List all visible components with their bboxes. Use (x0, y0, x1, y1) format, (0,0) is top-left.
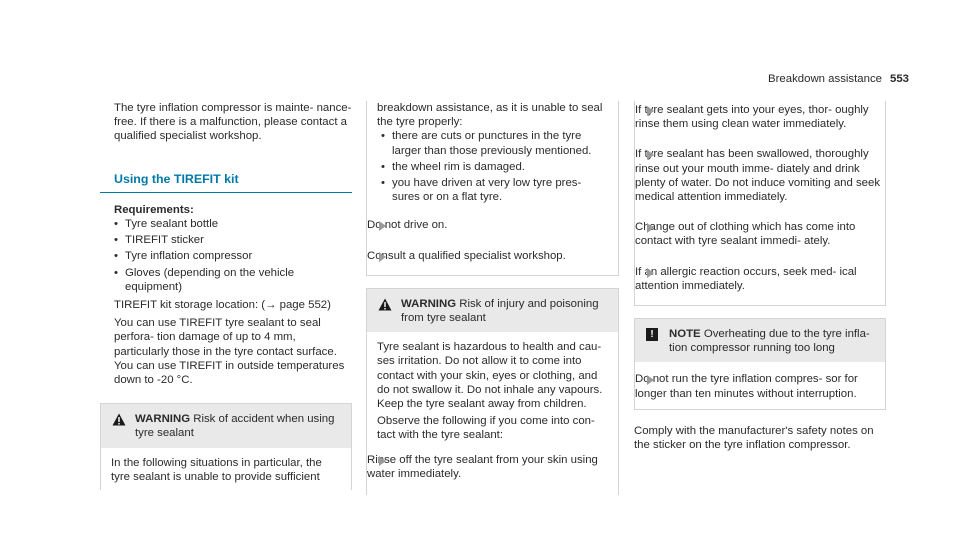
warning-triangle-icon (378, 298, 392, 311)
footer-note: Comply with the manufacturer's safety notes on the sticker on the tyre inflation compressor. (634, 424, 874, 452)
warning-label: WARNING (135, 413, 191, 426)
continued-text: breakdown assistance, as it is unable to seal the tyre properly: (377, 102, 603, 129)
warning-header (101, 404, 351, 447)
action-text: Consult a qualified specialist workshop. (367, 249, 566, 262)
note-label: NOTE (669, 328, 701, 341)
storage-location: TIREFIT kit storage location: (→ page 552) (114, 299, 331, 312)
action-text: Do not run the tyre inflation compres- sor for longer than ten minutes without interruption. (635, 373, 858, 400)
warning-box-poisoning (366, 288, 619, 495)
action-arrow-icon (647, 223, 654, 233)
list-item: • you have driven at very low tyre pres- sures or on a flat tyre. (381, 176, 608, 204)
intro-paragraph: The tyre inflation compressor is mainte- nance-free. If there is a malfunction, please contact a qualified specialist workshop. (114, 102, 352, 143)
column-1 (100, 101, 352, 490)
action-arrow-icon (647, 106, 654, 116)
action-item (635, 362, 885, 408)
action-arrow-icon (647, 268, 654, 278)
warning-body: In the following situations in particular, the tyre sealant is unable to provide sufficient (111, 456, 322, 483)
action-item (367, 241, 608, 275)
action-arrow-icon (379, 221, 386, 231)
warning-title: Risk of injury and poisoning from tyre sealant (401, 297, 599, 325)
warning-triangle-icon (112, 413, 126, 426)
page-number: 553 (889, 73, 909, 85)
action-text: Do not drive on. (367, 219, 448, 232)
situations-list (377, 129, 608, 204)
warning-box-accident (100, 403, 352, 490)
requirements-list (100, 217, 352, 294)
warning-header (367, 289, 618, 332)
note-box (634, 318, 886, 410)
list-item: • there are cuts or punctures in the tyre larger than those previously mentioned. (381, 129, 608, 157)
section-name: Breakdown assistance (768, 73, 882, 85)
section-title: Using the TIREFIT kit (100, 172, 352, 193)
notice-icon: ! (646, 328, 658, 341)
usage-paragraph: You can use TIREFIT tyre sealant to seal perfora- tion damage of up to 4 mm, particularly those in the tyre contact surface. You can use TIREFIT in outside temperatures down to -20 °C. (114, 317, 345, 387)
list-item: • Tyre sealant bottle (114, 217, 352, 231)
action-item (635, 212, 885, 256)
column-2 (366, 101, 619, 495)
action-arrow-icon (647, 150, 654, 160)
note-title: Overheating due to the tyre infla- tion compressor running too long (669, 328, 870, 355)
warning-continued-box (634, 101, 886, 306)
action-arrow-icon (379, 456, 386, 466)
action-item (635, 257, 885, 301)
action-text: If an allergic reaction occurs, seek med- ical attention immediately. (635, 265, 857, 292)
action-text: If tyre sealant has been swallowed, thoroughly rinse out your mouth imme- diately and drink plenty of water. Do not induce vomiting and seek medical attention immediately. (635, 148, 881, 204)
action-text: If tyre sealant gets into your eyes, thor- oughly rinse them using clean water immediately. (635, 104, 869, 131)
action-text: Change out of clothing which has come into contact with tyre sealant immedi- ately. (635, 221, 856, 248)
page-header (768, 72, 909, 86)
action-item (635, 139, 885, 212)
action-item (635, 101, 885, 139)
list-item: • Gloves (depending on the vehicle equipment) (114, 266, 352, 294)
list-item: • TIREFIT sticker (114, 233, 352, 247)
warning-continued-box (366, 101, 619, 276)
warning-text: Observe the following if you come into con- tact with the tyre sealant: (377, 415, 595, 442)
list-item: • Tyre inflation compressor (114, 249, 352, 263)
action-item (367, 443, 608, 489)
warning-label: WARNING (401, 297, 457, 310)
action-item (367, 206, 608, 240)
warning-title: Risk of accident when using tyre sealant (135, 413, 335, 440)
requirements-label: Requirements: (114, 203, 194, 216)
list-item: • the wheel rim is damaged. (381, 160, 608, 174)
action-arrow-icon (379, 252, 386, 262)
note-header (635, 319, 885, 362)
column-3 (634, 101, 886, 452)
warning-text: Tyre sealant is hazardous to health and cau- ses irritation. Do not allow it to come into contact with your skin, eyes or clothing, and do not swallow it. Do not inhale any vapours. Keep the tyre sealant away from children. (377, 341, 603, 411)
action-arrow-icon (647, 375, 654, 385)
action-text: Rinse off the tyre sealant from your skin using water immediately. (367, 453, 598, 480)
warning-body (367, 332, 618, 495)
